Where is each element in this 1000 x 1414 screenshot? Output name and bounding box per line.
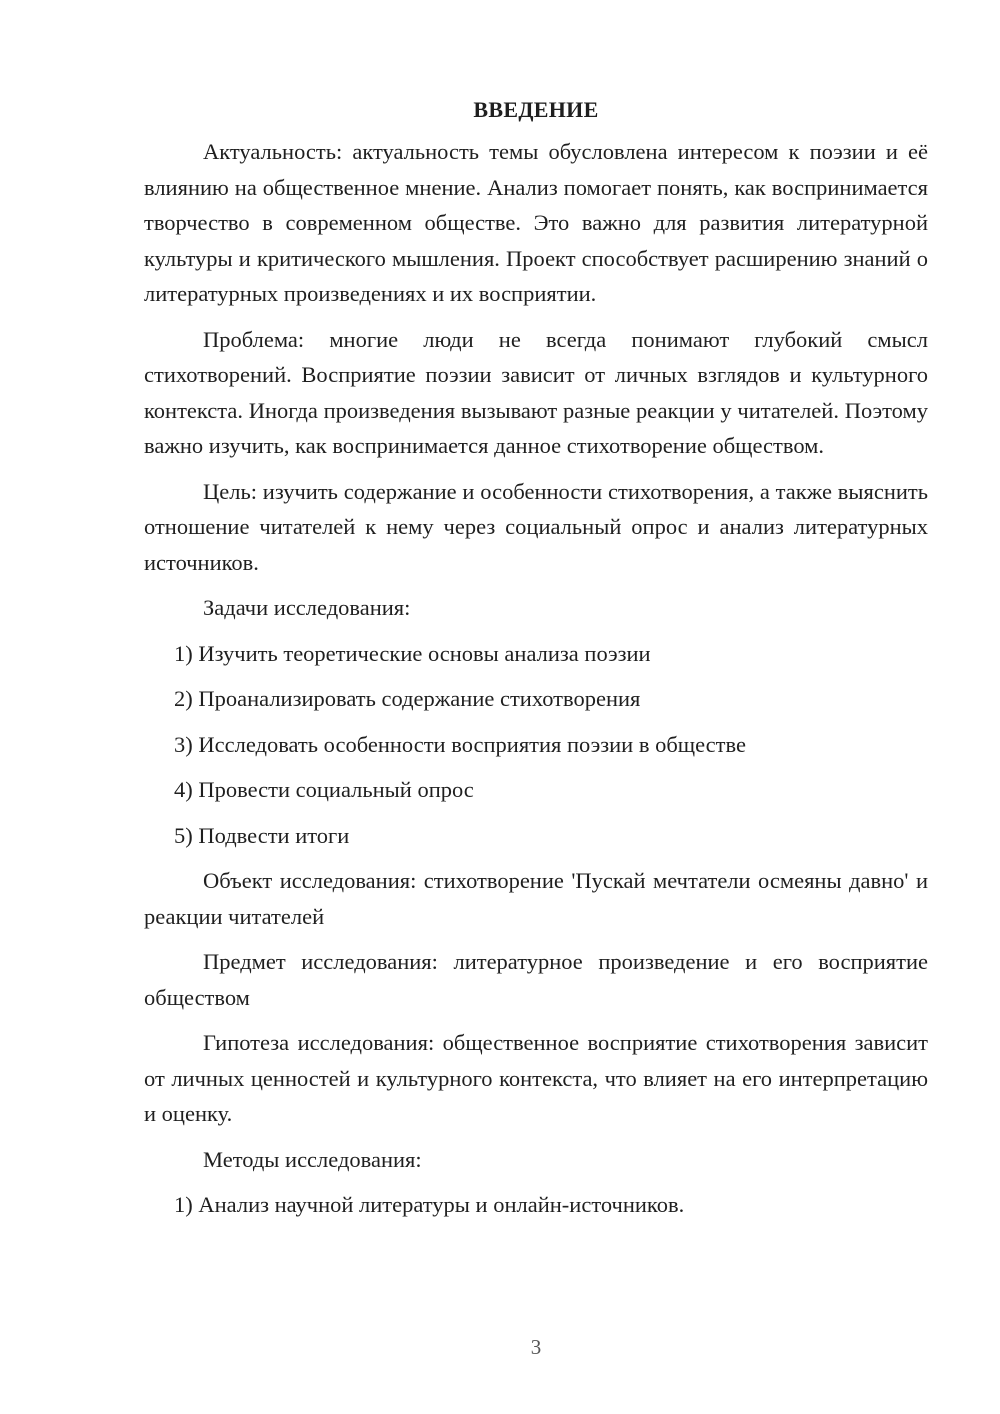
methods-list — [144, 1187, 928, 1223]
list-item: 1) Анализ научной литературы и онлайн-источников. — [174, 1192, 685, 1217]
problem-paragraph: Проблема: многие люди не всегда понимают глубокий смысл стихотворений. Восприятие поэзии зависит от личных взглядов и культурного контекста. Иногда произведения вызывают разные реакции у читателей. Поэтому важно изучить, как воспринимается данное стихотворение обществом. — [144, 326, 928, 458]
methods-title: Методы исследования: — [203, 1146, 422, 1172]
list-item: 1) Изучить теоретические основы анализа поэзии — [174, 640, 651, 666]
page-content — [144, 94, 928, 1233]
tasks-list — [144, 636, 928, 854]
hypothesis-paragraph: Гипотеза исследования: общественное восприятие стихотворения зависит от личных ценностей и культурного контекста, что влияет на его интерпретацию и оценку. — [144, 1030, 928, 1126]
subject-paragraph: Предмет исследования: литературное произведение и его восприятие обществом — [144, 949, 928, 1010]
object-paragraph: Объект исследования: стихотворение 'Пускай мечтатели осмеяны давно' и реакции читателей — [144, 868, 928, 929]
list-item: 2) Проанализировать содержание стихотворения — [174, 686, 641, 711]
goal-paragraph: Цель: изучить содержание и особенности стихотворения, а также выяснить отношение читателей к нему через социальный опрос и анализ литературных источников. — [144, 478, 928, 575]
tasks-title: Задачи исследования: — [203, 595, 411, 620]
list-item: 3) Исследовать особенности восприятия поэзии в обществе — [174, 731, 746, 757]
list-item: 4) Провести социальный опрос — [174, 777, 474, 802]
list-item: 5) Подвести итоги — [174, 822, 350, 848]
relevance-paragraph: Актуальность: актуальность темы обусловлена интересом к поэзии и её влиянию на общественное мнение. Анализ помогает понять, как воспринимается творчество в современном обществе. Это важно для развития литературной культуры и критического мышления. Проект способствует расширению знаний о литературных произведениях и их восприятии. — [144, 139, 928, 306]
page-title: ВВЕДЕНИЕ — [473, 97, 599, 122]
page-number: 3 — [530, 1335, 542, 1359]
